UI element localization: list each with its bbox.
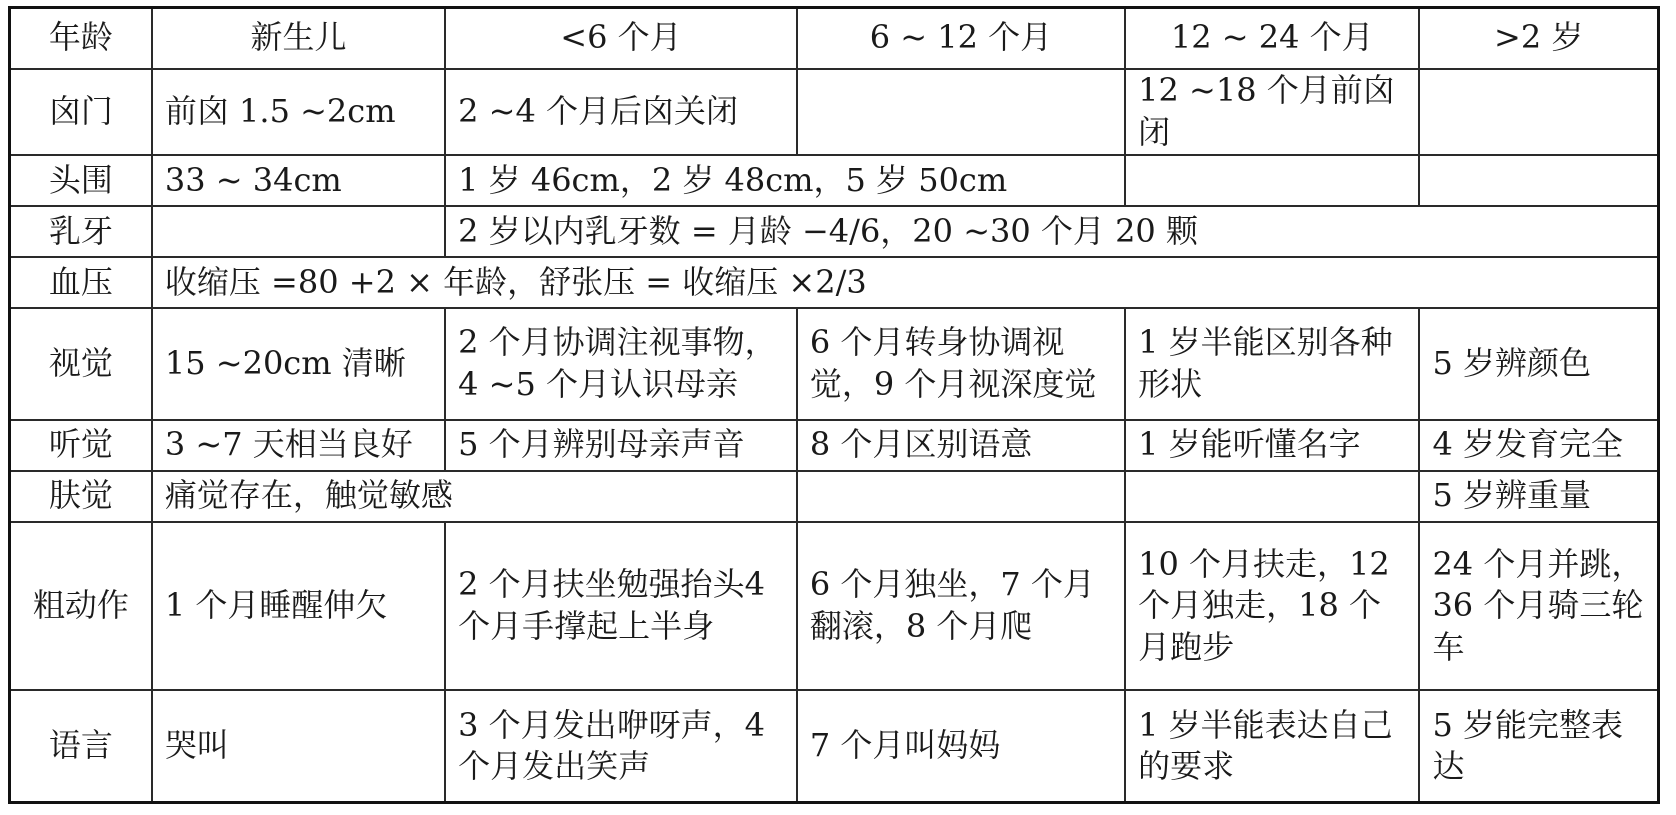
table-cell: 33 ~ 34cm <box>152 155 445 206</box>
table-cell: 3 ~7 天相当良好 <box>152 420 445 471</box>
table-cell: 2 个月扶坐勉强抬头4 个月手撑起上半身 <box>445 522 797 691</box>
row-label: 肤觉 <box>10 471 152 522</box>
table-cell: 10 个月扶走，12 个月独走，18 个月跑步 <box>1125 522 1419 691</box>
table-cell: 1 岁能听懂名字 <box>1125 420 1419 471</box>
row-label: 血压 <box>10 257 152 308</box>
table-row-head-circumference <box>10 155 1659 206</box>
development-milestones-table <box>8 6 1660 804</box>
table-cell: 收缩压 =80 +2 × 年龄，舒张压 = 收缩压 ×2/3 <box>152 257 1659 308</box>
table-cell: 哭叫 <box>152 690 445 802</box>
table-header-row <box>10 8 1659 69</box>
row-label: 听觉 <box>10 420 152 471</box>
header-cell-under-6-months: <6 个月 <box>445 8 797 69</box>
row-label: 粗动作 <box>10 522 152 691</box>
header-cell-12-24-months: 12 ~ 24 个月 <box>1125 8 1419 69</box>
table-cell <box>1419 155 1658 206</box>
table-row-skin-sense <box>10 471 1659 522</box>
row-label: 语言 <box>10 690 152 802</box>
table-cell: 2 ~4 个月后囟关闭 <box>445 69 797 156</box>
table-row-gross-motor <box>10 522 1659 691</box>
table-row-blood-pressure <box>10 257 1659 308</box>
table-cell: 2 岁以内乳牙数 = 月龄 −4/6，20 ~30 个月 20 颗 <box>445 206 1658 257</box>
row-label: 囟门 <box>10 69 152 156</box>
row-label: 乳牙 <box>10 206 152 257</box>
header-cell-age: 年龄 <box>10 8 152 69</box>
header-cell-newborn: 新生儿 <box>152 8 445 69</box>
header-cell-over-2-years: >2 岁 <box>1419 8 1658 69</box>
table-cell: 5 岁辨颜色 <box>1419 308 1658 420</box>
table-cell: 1 岁半能区别各种形状 <box>1125 308 1419 420</box>
table-cell: 前囟 1.5 ~2cm <box>152 69 445 156</box>
table-cell <box>797 69 1125 156</box>
header-cell-6-12-months: 6 ~ 12 个月 <box>797 8 1125 69</box>
table-cell: 5 岁辨重量 <box>1419 471 1658 522</box>
row-label: 视觉 <box>10 308 152 420</box>
table-cell: 1 个月睡醒伸欠 <box>152 522 445 691</box>
table-cell: 8 个月区别语意 <box>797 420 1125 471</box>
row-label: 头围 <box>10 155 152 206</box>
table-cell: 12 ~18 个月前囟闭 <box>1125 69 1419 156</box>
table-cell <box>1419 69 1658 156</box>
table-cell <box>1125 155 1419 206</box>
table-cell: 3 个月发出咿呀声，4 个月发出笑声 <box>445 690 797 802</box>
table-cell: 1 岁半能表达自己的要求 <box>1125 690 1419 802</box>
table-cell: 6 个月独坐，7 个月翻滚，8 个月爬 <box>797 522 1125 691</box>
table-row-hearing <box>10 420 1659 471</box>
table-cell: 痛觉存在，触觉敏感 <box>152 471 797 522</box>
table-cell: 5 岁能完整表达 <box>1419 690 1658 802</box>
table-cell: 24 个月并跳，36 个月骑三轮车 <box>1419 522 1658 691</box>
table-cell: 6 个月转身协调视觉，9 个月视深度觉 <box>797 308 1125 420</box>
table-row-vision <box>10 308 1659 420</box>
table-row-language <box>10 690 1659 802</box>
table-cell <box>797 471 1125 522</box>
table-row-deciduous-teeth <box>10 206 1659 257</box>
table-cell <box>1125 471 1419 522</box>
table-cell: 2 个月协调注视事物，4 ~5 个月认识母亲 <box>445 308 797 420</box>
table-cell: 7 个月叫妈妈 <box>797 690 1125 802</box>
table-cell <box>152 206 445 257</box>
table-cell: 4 岁发育完全 <box>1419 420 1658 471</box>
table-cell: 15 ~20cm 清晰 <box>152 308 445 420</box>
table-cell: 5 个月辨别母亲声音 <box>445 420 797 471</box>
table-row-fontanelle <box>10 69 1659 156</box>
table-cell: 1 岁 46cm，2 岁 48cm，5 岁 50cm <box>445 155 1125 206</box>
